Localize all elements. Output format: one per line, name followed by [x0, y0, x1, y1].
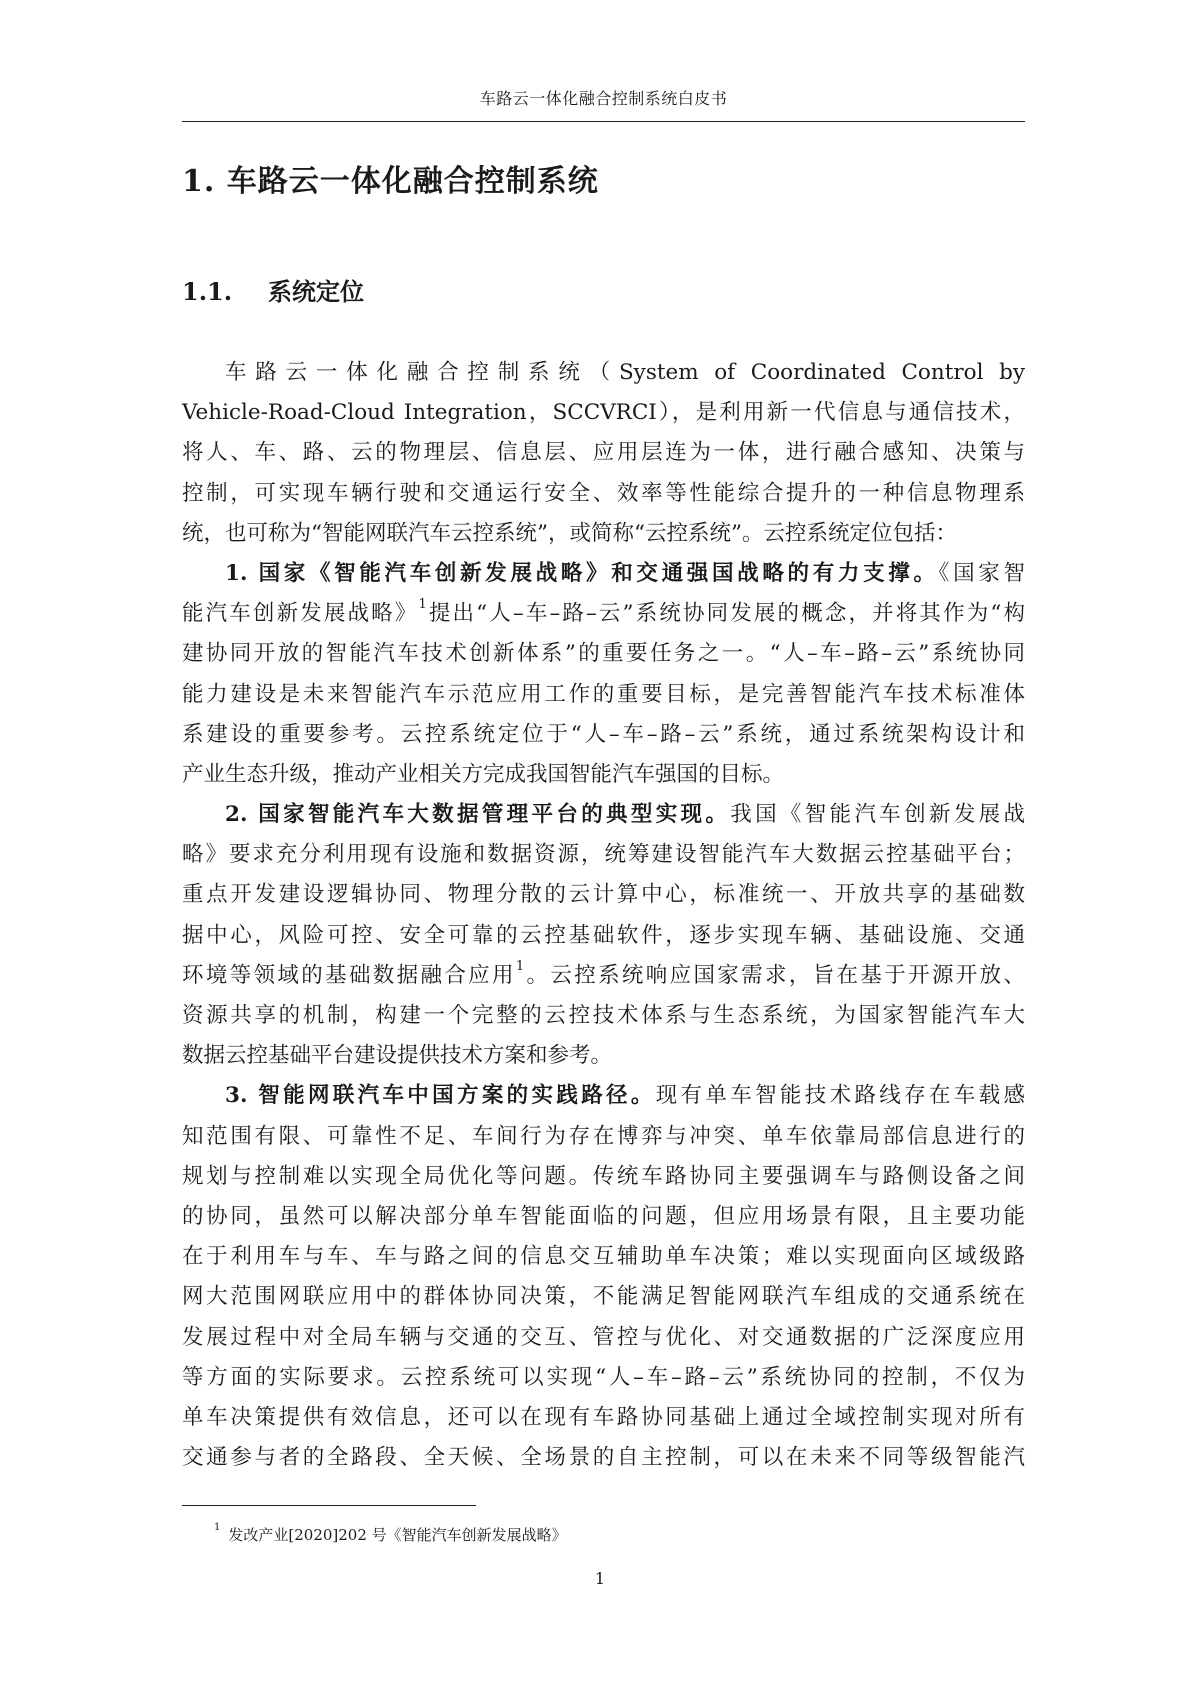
footnote-text: 发改产业[2020]202 号《智能汽车创新发展战略》: [228, 1526, 567, 1544]
item-2-text: 。云控系统响应国家需求，旨在基于开源开放、: [524, 962, 1025, 988]
running-header: 车路云一体化融合控制系统白皮书: [479, 89, 728, 108]
item-2-text: 环境等领域的基础数据融合应用: [182, 962, 516, 988]
item-3-line: 等方面的实际要求。云控系统可以实现“人–车–路–云”系统协同的控制，不仅为: [182, 1364, 1025, 1390]
item-3-first-line: [182, 1076, 1025, 1116]
item-3-line: 的协同，虽然可以解决部分单车智能面临的问题，但应用场景有限，且主要功能: [182, 1203, 1025, 1229]
body-text: [182, 353, 1025, 1478]
intro-line: 统，也可称为“智能网联汽车云控系统”，或简称“云控系统”。云控系统定位包括：: [182, 520, 957, 546]
item-3-line: 单车决策提供有效信息，还可以在现有车路协同基础上通过全域控制实现对所有: [182, 1404, 1025, 1430]
item-1-text: 《国家智: [938, 560, 1025, 586]
intro-line: 控制，可实现车辆行驶和交通运行安全、效率等性能综合提升的一种信息物理系: [182, 480, 1025, 506]
item-2-first-line: [182, 795, 1025, 835]
item-2-text: 我国《智能汽车创新发展战: [730, 802, 1025, 828]
intro-line: Vehicle-Road-Cloud Integration，SCCVRCI），是利用新一代信息与通信技术，: [182, 400, 1025, 426]
heading-2-number: 1.1.: [182, 277, 233, 306]
heading-2: [182, 272, 364, 307]
item-3-lead: 3. 智能网联汽车中国方案的实践路径。: [225, 1083, 656, 1109]
heading-1: 1. 车路云一体化融合控制系统: [182, 164, 599, 199]
item-3-line: 网大范围网联应用中的群体协同决策，不能满足智能网联汽车组成的交通系统在: [182, 1284, 1025, 1310]
page-number: 1: [594, 1569, 606, 1588]
item-1-first-line: [182, 554, 1025, 594]
item-3-line: 知范围有限、可靠性不足、车间行为存在博弈与冲突、单车依靠局部信息进行的: [182, 1123, 1025, 1149]
item-1-text: 能汽车创新发展战略》: [182, 601, 419, 627]
item-1-line: 产业生态升级，推动产业相关方完成我国智能汽车强国的目标。: [182, 761, 785, 787]
item-3-line: 交通参与者的全路段、全天候、全场景的自主控制，可以在未来不同等级智能汽: [182, 1445, 1025, 1471]
item-1-line: 建协同开放的智能汽车技术创新体系”的重要任务之一。“人–车–路–云”系统协同: [182, 641, 1025, 667]
footnote-rule: [182, 1505, 476, 1506]
item-2-line: 数据云控基础平台建设提供技术方案和参考。: [182, 1043, 613, 1069]
item-1-line: 能力建设是未来智能汽车示范应用工作的重要目标，是完善智能汽车技术标准体: [182, 681, 1025, 707]
item-3-line: 发展过程中对全局车辆与交通的交互、管控与优化、对交通数据的广泛深度应用: [182, 1324, 1025, 1350]
item-3-line: 在于利用车与车、车与路之间的信息交互辅助单车决策；难以实现面向区域级路: [182, 1244, 1025, 1270]
item-2-line: 略》要求充分利用现有设施和数据资源，统筹建设智能汽车大数据云控基础平台；: [182, 842, 1025, 868]
item-2-line: 据中心，风险可控、安全可靠的云控基础软件，逐步实现车辆、基础设施、交通: [182, 922, 1025, 948]
footnote-ref[interactable]: 1: [418, 596, 427, 612]
item-1-line: 系建设的重要参考。云控系统定位于“人–车–路–云”系统，通过系统架构设计和: [182, 721, 1025, 747]
intro-line: 车路云一体化融合控制系统（System of Coordinated Control by: [225, 360, 1025, 385]
item-1-text: 提出“人–车–路–云”系统协同发展的概念，并将其作为“构: [426, 601, 1025, 627]
header-rule: [182, 121, 1025, 122]
footnote-ref[interactable]: 1: [515, 958, 525, 974]
footnote: [214, 1524, 567, 1545]
intro-line: 将人、车、路、云的物理层、信息层、应用层连为一体，进行融合感知、决策与: [182, 440, 1025, 466]
item-2-line: 资源共享的机制，构建一个完整的云控技术体系与生态系统，为国家智能汽车大: [182, 1003, 1025, 1028]
item-3-line: 规划与控制难以实现全局优化等问题。传统车路协同主要强调车与路侧设备之间: [182, 1163, 1025, 1189]
footnote-marker: 1: [214, 1522, 221, 1533]
item-3-text: 现有单车智能技术路线存在车载感: [655, 1083, 1025, 1109]
item-2-line: 重点开发建设逻辑协同、物理分散的云计算中心，标准统一、开放共享的基础数: [182, 882, 1025, 908]
item-2-lead: 2. 国家智能汽车大数据管理平台的典型实现。: [225, 802, 731, 828]
item-2-line: [182, 956, 1025, 996]
item-1-line: [182, 594, 1025, 634]
heading-2-title: 系统定位: [268, 277, 364, 306]
item-1-lead: 1. 国家《智能汽车创新发展战略》和交通强国战略的有力支撑。: [225, 560, 939, 586]
